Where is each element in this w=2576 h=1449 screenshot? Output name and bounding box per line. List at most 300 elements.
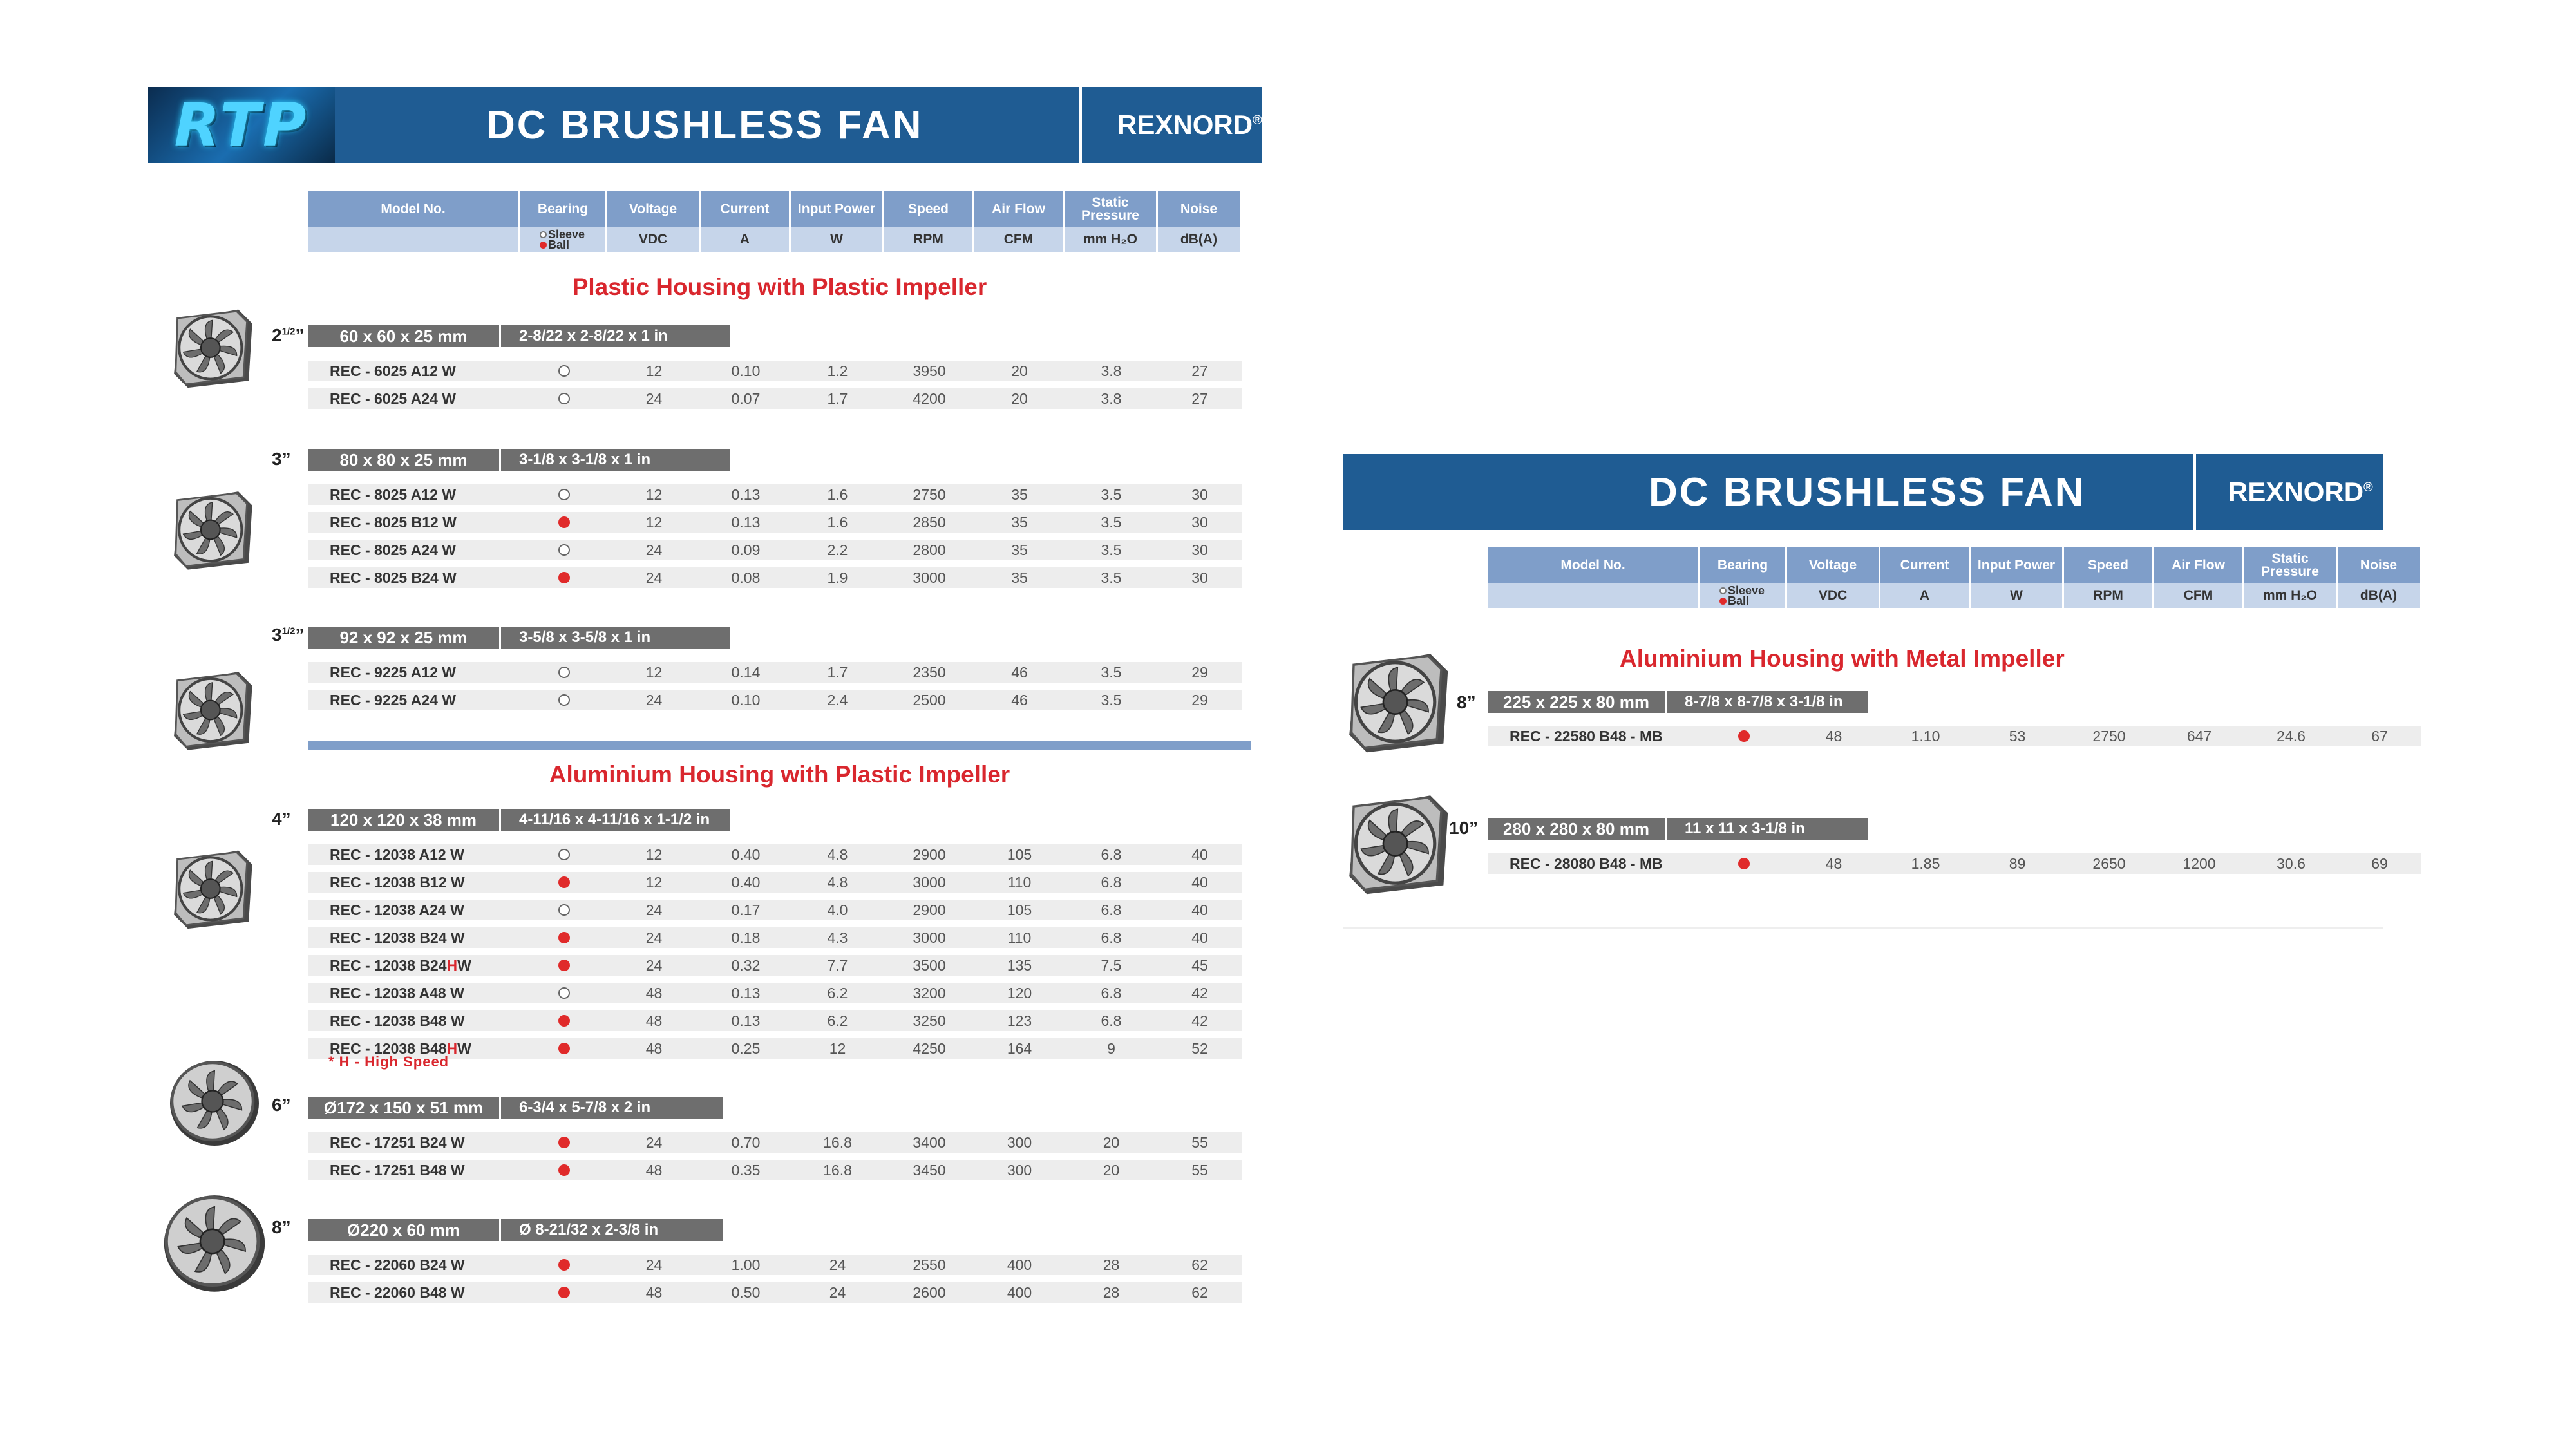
- size-bar: [308, 325, 730, 347]
- noise-value: 42: [1191, 1012, 1208, 1029]
- table-row: [308, 844, 1242, 867]
- input-power-value: 24: [829, 1283, 846, 1301]
- model-text: REC - 22580 B48 - MB: [1510, 727, 1663, 744]
- high-speed-marker: H: [446, 956, 458, 974]
- voltage-value: 12: [645, 513, 663, 531]
- air-flow-value: 35: [1011, 541, 1028, 558]
- model-number: [308, 1132, 520, 1153]
- model-text: REC - 12038 B48 W: [330, 1012, 465, 1029]
- air-flow-value: 35: [1011, 486, 1028, 503]
- header-col-6: [974, 191, 1065, 252]
- model-text: REC - 8025 B12 W: [330, 513, 457, 531]
- high-speed-marker: H: [446, 1039, 458, 1057]
- size-mm: Ø172 x 150 x 51 mm: [308, 1097, 501, 1119]
- bearing-cell: [520, 927, 607, 948]
- header-label: Current: [701, 191, 789, 227]
- air-flow-value: 20: [1011, 390, 1028, 407]
- bearing-legend: [1700, 583, 1785, 608]
- static-pressure-value: 6.8: [1101, 846, 1122, 863]
- model-text: REC - 22060 B24 W: [330, 1256, 465, 1273]
- static-pressure-value: 3.5: [1101, 541, 1122, 558]
- speed-value: 2650: [2092, 855, 2126, 872]
- air-flow-value: 300: [1007, 1133, 1032, 1151]
- inch-number: 3: [272, 625, 282, 645]
- bearing-cell: [520, 540, 607, 560]
- current-value: 0.18: [731, 929, 761, 946]
- inch-mark: ”: [1469, 818, 1479, 838]
- sleeve-bearing-icon: [558, 365, 570, 377]
- static-pressure-value: 6.8: [1101, 901, 1122, 918]
- header-col-2: [607, 191, 701, 252]
- header-unit: [308, 227, 518, 252]
- bearing-cell: [520, 388, 607, 409]
- sleeve-bearing-icon: [558, 489, 570, 500]
- model-number: [308, 512, 520, 533]
- voltage-value: 24: [645, 541, 663, 558]
- noise-value: 45: [1191, 956, 1208, 974]
- legend-ball: [1719, 596, 1749, 606]
- inch-number: 3: [272, 449, 282, 469]
- right-brand-name: REXNORD®: [2228, 477, 2373, 507]
- current-value: 0.70: [731, 1133, 761, 1151]
- model-number: [308, 567, 520, 588]
- section-title-aluminium: Aluminium Housing with Plastic Impeller: [549, 761, 1010, 788]
- size-inch-label: [272, 625, 304, 645]
- ball-bearing-icon: [558, 516, 570, 528]
- section-title-metal: Aluminium Housing with Metal Impeller: [1620, 645, 2065, 672]
- header-col-3: [701, 191, 791, 252]
- voltage-value: 24: [645, 901, 663, 918]
- current-value: 1.00: [731, 1256, 761, 1273]
- static-pressure-value: 3.8: [1101, 362, 1122, 379]
- bearing-cell: [520, 1160, 607, 1180]
- size-mm: 120 x 120 x 38 mm: [308, 809, 501, 831]
- fan-image: [160, 1053, 269, 1150]
- current-value: 0.40: [731, 873, 761, 891]
- speed-value: 2500: [913, 691, 946, 708]
- sleeve-bearing-icon: [558, 544, 570, 556]
- speed-value: 3000: [913, 873, 946, 891]
- air-flow-value: 46: [1011, 691, 1028, 708]
- header-label: Speed: [2064, 547, 2152, 583]
- model-text: REC - 6025 A24 W: [330, 390, 456, 407]
- model-text: REC - 9225 A12 W: [330, 663, 456, 681]
- speed-value: 3000: [913, 929, 946, 946]
- header-col-4: [1971, 547, 2064, 608]
- table-row: [308, 900, 1242, 923]
- input-power-value: 1.6: [827, 513, 848, 531]
- ball-bearing-icon: [558, 932, 570, 943]
- size-bar: [308, 627, 730, 649]
- model-number: [308, 1255, 520, 1275]
- size-inch: 3-1/8 x 3-1/8 x 1 in: [501, 449, 730, 471]
- inch-mark: ”: [295, 325, 305, 345]
- header-col-5: [2064, 547, 2154, 608]
- model-number: [308, 1282, 520, 1303]
- size-mm: 80 x 80 x 25 mm: [308, 449, 501, 471]
- bearing-cell: [520, 1010, 607, 1031]
- input-power-value: 1.7: [827, 663, 848, 681]
- size-bar: [308, 1097, 723, 1119]
- bearing-cell: [520, 1038, 607, 1059]
- model-number: [308, 983, 520, 1003]
- input-power-value: 4.3: [827, 929, 848, 946]
- size-mm: 60 x 60 x 25 mm: [308, 325, 501, 347]
- size-inch: 4-11/16 x 4-11/16 x 1-1/2 in: [501, 809, 730, 831]
- speed-value: 3400: [913, 1133, 946, 1151]
- voltage-value: 48: [645, 984, 663, 1001]
- table-row: [308, 690, 1242, 713]
- header-col-1: [520, 191, 607, 252]
- noise-value: 42: [1191, 984, 1208, 1001]
- header-unit: W: [1971, 583, 2062, 608]
- ball-bearing-icon: [558, 1137, 570, 1148]
- bearing-cell: [1700, 853, 1787, 874]
- input-power-value: 1.2: [827, 362, 848, 379]
- size-mm: 92 x 92 x 25 mm: [308, 627, 501, 649]
- table-row: [308, 567, 1242, 591]
- static-pressure-value: 3.5: [1101, 569, 1122, 586]
- air-flow-value: 110: [1007, 873, 1032, 891]
- bearing-cell: [520, 900, 607, 920]
- speed-value: 3000: [913, 569, 946, 586]
- header-label: Input Power: [791, 191, 882, 227]
- table-row: [308, 1132, 1242, 1155]
- static-pressure-value: 6.8: [1101, 984, 1122, 1001]
- input-power-value: 4.8: [827, 873, 848, 891]
- legend-ball-text: Ball: [548, 238, 570, 251]
- current-value: 0.35: [731, 1161, 761, 1179]
- model-number: [308, 540, 520, 560]
- model-text: REC - 9225 A24 W: [330, 691, 456, 708]
- static-pressure-value: 20: [1103, 1161, 1120, 1179]
- noise-value: 40: [1191, 846, 1208, 863]
- ball-bearing-icon: [558, 1164, 570, 1176]
- right-banner: [1343, 454, 2383, 530]
- input-power-value: 1.6: [827, 486, 848, 503]
- model-number: [1488, 726, 1700, 746]
- noise-value: 52: [1191, 1039, 1208, 1057]
- input-power-value: 4.0: [827, 901, 848, 918]
- bearing-cell: [520, 872, 607, 893]
- static-pressure-value: 30.6: [2277, 855, 2306, 872]
- model-text: REC - 12038 B12 W: [330, 873, 465, 891]
- model-number: [1488, 853, 1700, 874]
- inch-mark: ”: [281, 809, 291, 829]
- inch-number: 10: [1449, 818, 1470, 838]
- page-title: DC BRUSHLESS FAN: [486, 102, 923, 147]
- model-suffix: W: [457, 956, 471, 974]
- static-pressure-value: 28: [1103, 1256, 1120, 1273]
- inch-number: 8: [272, 1217, 282, 1237]
- size-bar: [1488, 691, 1868, 713]
- noise-value: 55: [1191, 1161, 1208, 1179]
- speed-value: 2850: [913, 513, 946, 531]
- table-row: [308, 1255, 1242, 1278]
- air-flow-value: 110: [1007, 929, 1032, 946]
- speed-value: 2350: [913, 663, 946, 681]
- brand-name: REXNORD®: [1117, 109, 1262, 140]
- voltage-value: 12: [645, 486, 663, 503]
- ball-bearing-icon: [558, 572, 570, 583]
- header-col-8: [1158, 191, 1242, 252]
- current-value: 0.07: [731, 390, 761, 407]
- model-text: REC - 17251 B48 W: [330, 1161, 465, 1179]
- static-pressure-value: 3.5: [1101, 513, 1122, 531]
- table-row: [308, 1160, 1242, 1183]
- input-power-value: 89: [2009, 855, 2026, 872]
- model-text: REC - 8025 A12 W: [330, 486, 456, 503]
- model-number: [308, 844, 520, 865]
- size-inch-label: [1457, 692, 1476, 713]
- header-unit: mm H₂O: [1065, 227, 1156, 252]
- static-pressure-value: 20: [1103, 1133, 1120, 1151]
- right-banner-separator: [2193, 454, 2196, 530]
- table-row: [308, 955, 1242, 978]
- header-unit: CFM: [2154, 583, 2242, 608]
- table-row: [308, 983, 1242, 1006]
- speed-value: 2750: [913, 486, 946, 503]
- ball-icon: [540, 242, 547, 249]
- header-unit: dB(A): [2338, 583, 2420, 608]
- air-flow-value: 400: [1007, 1256, 1032, 1273]
- table-row: [308, 1282, 1242, 1305]
- model-text: REC - 17251 B24 W: [330, 1133, 465, 1151]
- ball-bearing-icon: [558, 1287, 570, 1298]
- inch-fraction: 1/2: [281, 625, 296, 637]
- high-speed-note: * H - High Speed: [328, 1054, 450, 1070]
- header-unit: W: [791, 227, 882, 252]
- static-pressure-value: 24.6: [2277, 727, 2306, 744]
- voltage-value: 12: [645, 663, 663, 681]
- size-mm: 280 x 280 x 80 mm: [1488, 818, 1667, 840]
- speed-value: 2900: [913, 846, 946, 863]
- model-number: [308, 1010, 520, 1031]
- table-row: [308, 662, 1242, 685]
- noise-value: 40: [1191, 873, 1208, 891]
- air-flow-value: 20: [1011, 362, 1028, 379]
- table-row: [308, 388, 1242, 412]
- speed-value: 2750: [2092, 727, 2126, 744]
- header-unit: A: [1880, 583, 1969, 608]
- section-divider: [308, 741, 1251, 750]
- input-power-value: 6.2: [827, 984, 848, 1001]
- static-pressure-value: 7.5: [1101, 956, 1122, 974]
- model-text: REC - 12038 A48 W: [330, 984, 464, 1001]
- right-bottom-rule: [1343, 927, 2383, 929]
- bearing-cell: [520, 1282, 607, 1303]
- voltage-value: 12: [645, 873, 663, 891]
- model-text: REC - 8025 B24 W: [330, 569, 457, 586]
- header-label: Model No.: [1488, 547, 1698, 583]
- table-row: [308, 512, 1242, 535]
- current-value: 1.10: [1911, 727, 1940, 744]
- header-col-8: [2338, 547, 2421, 608]
- voltage-value: 48: [645, 1161, 663, 1179]
- current-value: 0.13: [731, 1012, 761, 1029]
- model-text: REC - 28080 B48 - MB: [1510, 855, 1663, 872]
- voltage-value: 24: [645, 1256, 663, 1273]
- header-unit: A: [701, 227, 789, 252]
- current-value: 0.25: [731, 1039, 761, 1057]
- header-unit: dB(A): [1158, 227, 1240, 252]
- model-text: REC - 12038 A12 W: [330, 846, 464, 863]
- size-inch-label: [272, 1095, 291, 1115]
- header-col-1: [1700, 547, 1787, 608]
- air-flow-value: 120: [1007, 984, 1032, 1001]
- size-inch-label: [272, 809, 291, 829]
- header-label: Air Flow: [974, 191, 1063, 227]
- header-col-3: [1880, 547, 1971, 608]
- header-unit: CFM: [974, 227, 1063, 252]
- bearing-cell: [520, 690, 607, 710]
- sleeve-icon: [540, 231, 547, 238]
- inch-number: 8: [1457, 692, 1467, 712]
- header-label: Noise: [1158, 191, 1240, 227]
- fan-image: [160, 1185, 269, 1298]
- air-flow-value: 105: [1007, 846, 1032, 863]
- legend-sleeve-text: Sleeve: [1728, 584, 1765, 597]
- inch-mark: ”: [295, 625, 305, 645]
- section-title-plastic: Plastic Housing with Plastic Impeller: [572, 274, 987, 300]
- model-number: [308, 955, 520, 976]
- bearing-cell: [520, 567, 607, 588]
- speed-value: 3200: [913, 984, 946, 1001]
- current-value: 0.10: [731, 362, 761, 379]
- model-number: [308, 872, 520, 893]
- air-flow-value: 46: [1011, 663, 1028, 681]
- voltage-value: 24: [645, 569, 663, 586]
- fan-image: [169, 483, 256, 576]
- bearing-cell: [520, 484, 607, 505]
- speed-value: 4250: [913, 1039, 946, 1057]
- current-value: 0.50: [731, 1283, 761, 1301]
- header-col-7: [2244, 547, 2338, 608]
- voltage-value: 24: [645, 956, 663, 974]
- noise-value: 29: [1191, 691, 1208, 708]
- legend-ball: [540, 240, 569, 250]
- ball-bearing-icon: [558, 960, 570, 971]
- current-value: 0.08: [731, 569, 761, 586]
- header-label: Speed: [884, 191, 972, 227]
- header-label: Static Pressure: [2244, 547, 2336, 583]
- speed-value: 3450: [913, 1161, 946, 1179]
- air-flow-value: 135: [1007, 956, 1032, 974]
- speed-value: 4200: [913, 390, 946, 407]
- header-unit: mm H₂O: [2244, 583, 2336, 608]
- legend-ball-text: Ball: [1728, 594, 1750, 607]
- size-mm: 225 x 225 x 80 mm: [1488, 691, 1667, 713]
- bearing-legend: [520, 227, 605, 252]
- noise-value: 30: [1191, 541, 1208, 558]
- noise-value: 30: [1191, 486, 1208, 503]
- ball-bearing-icon: [558, 1043, 570, 1054]
- header-col-7: [1065, 191, 1158, 252]
- model-text: REC - 6025 A12 W: [330, 362, 456, 379]
- header-col-5: [884, 191, 974, 252]
- left-table-header: [308, 191, 1242, 252]
- speed-value: 3950: [913, 362, 946, 379]
- table-row: [308, 540, 1242, 563]
- input-power-value: 16.8: [823, 1161, 852, 1179]
- header-col-0: [308, 191, 520, 252]
- static-pressure-value: 3.5: [1101, 691, 1122, 708]
- noise-value: 67: [2371, 727, 2388, 744]
- current-value: 1.85: [1911, 855, 1940, 872]
- static-pressure-value: 3.5: [1101, 486, 1122, 503]
- speed-value: 3500: [913, 956, 946, 974]
- sleeve-icon: [1719, 587, 1727, 594]
- left-banner: [148, 87, 1262, 163]
- sleeve-bearing-icon: [558, 694, 570, 706]
- header-label: Current: [1880, 547, 1969, 583]
- voltage-value: 24: [645, 691, 663, 708]
- bearing-cell: [520, 983, 607, 1003]
- noise-value: 29: [1191, 663, 1208, 681]
- size-inch-label: [272, 449, 291, 469]
- table-row: [1488, 726, 2421, 749]
- static-pressure-value: 3.5: [1101, 663, 1122, 681]
- bearing-cell: [520, 1132, 607, 1153]
- noise-value: 30: [1191, 569, 1208, 586]
- model-number: [308, 900, 520, 920]
- table-row: [308, 484, 1242, 507]
- size-inch-label: [272, 1217, 291, 1238]
- model-number: [308, 1160, 520, 1180]
- size-inch: Ø 8-21/32 x 2-3/8 in: [501, 1219, 723, 1241]
- static-pressure-value: 6.8: [1101, 873, 1122, 891]
- current-value: 0.13: [731, 486, 761, 503]
- noise-value: 62: [1191, 1256, 1208, 1273]
- header-col-2: [1787, 547, 1880, 608]
- current-value: 0.13: [731, 513, 761, 531]
- bearing-cell: [520, 662, 607, 683]
- speed-value: 3250: [913, 1012, 946, 1029]
- table-row: [308, 927, 1242, 951]
- speed-value: 2800: [913, 541, 946, 558]
- air-flow-value: 35: [1011, 569, 1028, 586]
- header-col-4: [791, 191, 884, 252]
- right-page-title: DC BRUSHLESS FAN: [1649, 469, 2086, 515]
- current-value: 0.10: [731, 691, 761, 708]
- table-row: [308, 1010, 1242, 1034]
- bearing-cell: [520, 844, 607, 865]
- noise-value: 55: [1191, 1133, 1208, 1151]
- header-col-0: [1488, 547, 1700, 608]
- header-unit: VDC: [607, 227, 699, 252]
- size-inch: 3-5/8 x 3-5/8 x 1 in: [501, 627, 730, 649]
- table-row: [308, 361, 1242, 384]
- current-value: 0.14: [731, 663, 761, 681]
- noise-value: 40: [1191, 901, 1208, 918]
- voltage-value: 48: [1825, 727, 1842, 744]
- current-value: 0.40: [731, 846, 761, 863]
- size-bar: [1488, 818, 1868, 840]
- noise-value: 62: [1191, 1283, 1208, 1301]
- fan-image: [169, 299, 256, 396]
- inch-mark: ”: [281, 449, 291, 469]
- size-bar: [308, 1219, 723, 1241]
- voltage-value: 48: [645, 1283, 663, 1301]
- ball-bearing-icon: [1738, 730, 1750, 742]
- fan-image: [169, 663, 256, 757]
- static-pressure-value: 3.8: [1101, 390, 1122, 407]
- input-power-value: 2.2: [827, 541, 848, 558]
- voltage-value: 24: [645, 1133, 663, 1151]
- air-flow-value: 647: [2186, 727, 2212, 744]
- noise-value: 27: [1191, 390, 1208, 407]
- input-power-value: 4.8: [827, 846, 848, 863]
